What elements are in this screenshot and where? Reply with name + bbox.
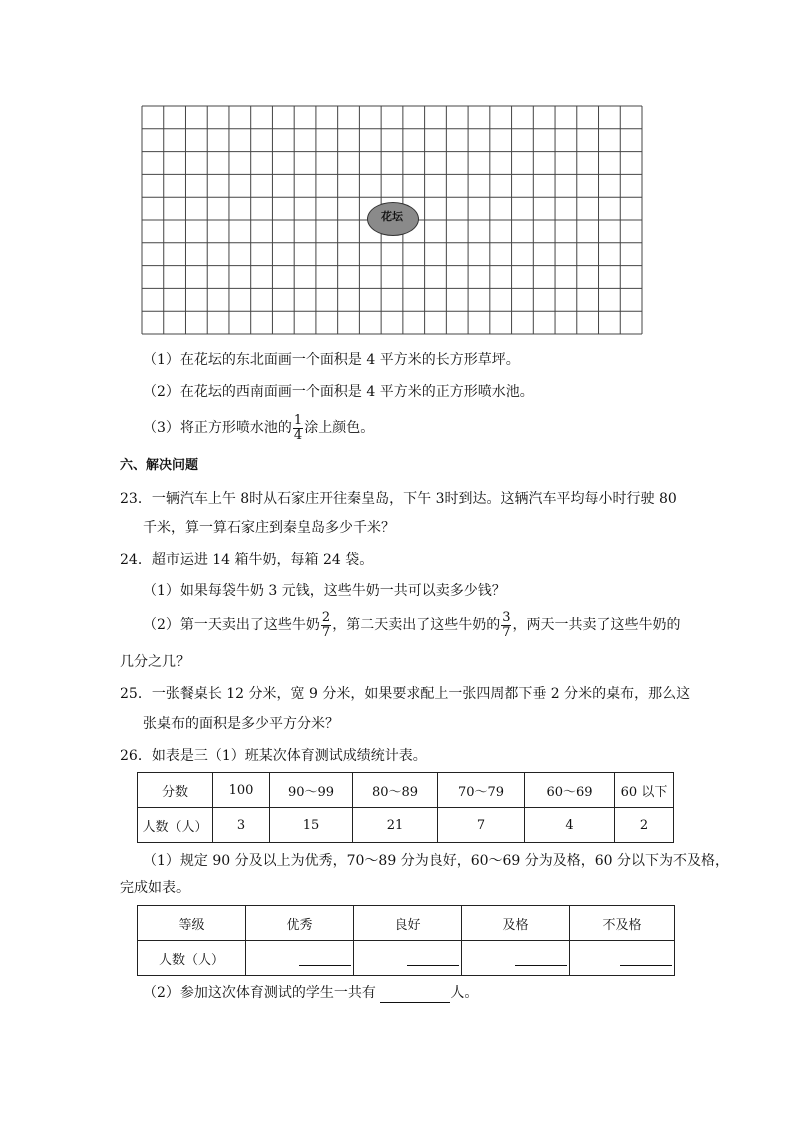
q26-stem: 26．如表是三（1）班某次体育测试成绩统计表。 [120,748,427,764]
answer-blank[interactable] [462,941,570,976]
table-cell: 70～79 [438,773,525,808]
answer-blank[interactable] [570,941,675,976]
q25-line1: 25．一张餐桌长 12 分米，宽 9 分米，如果要求配上一张四周都下垂 2 分米的桌布，那么这 [120,686,691,702]
table-cell: 人数（人） [138,941,246,976]
fraction-numerator: 2 [321,609,331,625]
blank-line [407,951,459,966]
table-cell: 60～69 [525,773,615,808]
q24-part2-b: ，第二天卖出了这些牛奶的 [332,617,501,633]
table-cell: 等级 [138,906,246,941]
table-cell: 80～89 [353,773,438,808]
answer-blank[interactable] [246,941,354,976]
q23-line1: 23．一辆汽车上午 8时从石家庄开往秦皇岛，下午 3时到达。这辆汽车平均每小时行驶 80 [120,491,677,507]
score-table-header-row [138,773,674,808]
table-cell: 2 [615,808,674,843]
table-cell: 人数（人） [138,808,213,843]
table-cell: 100 [213,773,270,808]
q24-part1: （1）如果每袋牛奶 3 元钱，这些牛奶一共可以卖多少钱？ [143,583,506,599]
grade-table [137,905,675,976]
table-cell: 4 [525,808,615,843]
fraction-two-sevenths [321,611,331,640]
table-cell: 60 以下 [615,773,674,808]
section-title: 六、解决问题 [120,458,199,473]
fraction-denominator: 7 [502,624,511,640]
blank-line [515,951,567,966]
flowerbed-label: 花坛 [381,210,403,223]
table-cell: 良好 [354,906,462,941]
grade-table-header-row [138,906,675,941]
fraction-denominator: 7 [321,624,331,640]
q22-part1: （1）在花坛的东北面画一个面积是 4 平方米的长方形草坪。 [143,352,520,368]
blank-line [620,951,672,966]
fraction-denominator: 4 [293,427,303,443]
grid-figure [138,100,648,340]
q22-part3-post: 涂上颜色。 [304,420,375,436]
blank-line [299,951,351,966]
q23-line2: 千米，算一算石家庄到秦皇岛多少千米？ [143,520,395,536]
fraction-one-quarter [293,414,303,443]
table-cell: 及格 [462,906,570,941]
q24-part2 [143,607,680,643]
table-cell: 分数 [138,773,213,808]
table-cell: 15 [270,808,353,843]
score-table-data-row [138,808,674,843]
q24-stem: 24．超市运进 14 箱牛奶，每箱 24 袋。 [120,552,374,568]
q22-part3-pre: （3）将正方形喷水池的 [143,420,292,436]
q24-part2-line2: 几分之几？ [120,654,190,670]
answer-blank[interactable] [354,941,462,976]
fraction-three-sevenths [501,611,511,640]
q26-part1-line1: （1）规定 90 分及以上为优秀，70～89 分为良好，60～69 分为及格，60 分以下为不及格， [143,853,730,869]
table-cell: 3 [213,808,270,843]
q26-part2 [143,983,478,1003]
q26-part1-line2: 完成如表。 [120,880,190,896]
table-cell: 7 [438,808,525,843]
fraction-numerator: 1 [293,412,303,428]
q22-part2: （2）在花坛的西南面画一个面积是 4 平方米的正方形喷水池。 [143,384,534,400]
q24-part2-c: ，两天一共卖了这些牛奶的 [512,617,681,633]
q22-part3 [143,410,374,446]
table-cell: 优秀 [246,906,354,941]
fraction-numerator: 3 [502,609,511,625]
q25-line2: 张桌布的面积是多少平方分米？ [143,716,339,732]
grade-table-data-row [138,941,675,976]
q26-part2-pre: （2）参加这次体育测试的学生一共有 [143,985,376,1001]
q26-part2-post: 人。 [450,985,479,1001]
total-students-blank[interactable] [380,988,450,1003]
table-cell: 90～99 [270,773,353,808]
score-table [137,772,674,843]
table-cell: 不及格 [570,906,675,941]
table-cell: 21 [353,808,438,843]
q24-part2-a: （2）第一天卖出了这些牛奶 [143,617,320,633]
